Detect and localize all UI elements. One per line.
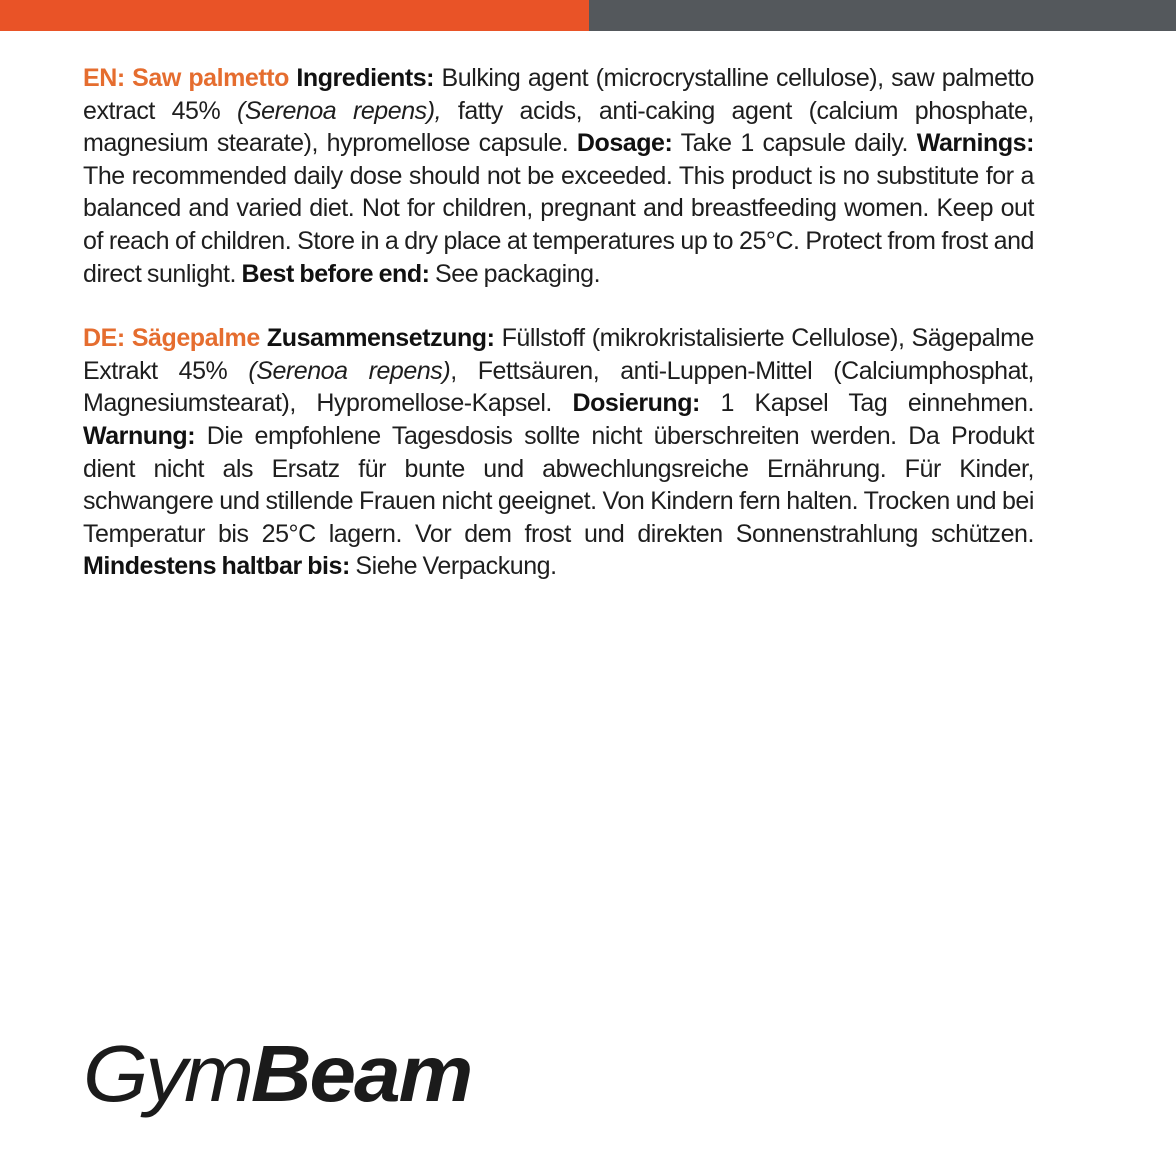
- top-color-bar: [0, 0, 1176, 31]
- haltbar-label: Mindestens haltbar bis:: [83, 552, 350, 581]
- german-paragraph: [83, 322, 1034, 583]
- dosierung-label: Dosierung:: [572, 389, 700, 418]
- dosierung-text: 1 Kapsel Tag einnehmen.: [699, 389, 1035, 418]
- warnings-label: Warnings:: [916, 129, 1034, 158]
- species-name: (Serenoa repens),: [237, 96, 442, 125]
- gymbeam-logo: [83, 1024, 471, 1124]
- warnings-text: The recommended daily dose should not be exceeded. This product is no substitute for a balanced and varied diet. Not for children, pregnant and breastfeeding women. Keep out of reach of children. Store in a dry place at temperatures up to 25°C. Protect from frost and direct sunlight.: [83, 161, 1034, 288]
- zusammensetzung-label: Zusammensetzung:: [266, 324, 495, 353]
- best-before-label: Best before end:: [241, 259, 430, 288]
- warnung-text: Die empfohlene Tagesdosis sollte nicht überschreiten werden. Da Produkt dient nicht als Ersatz für bunte und abwechlungsreiche Ernährung. Für Kinder, schwangere und stillende Frauen nicht geeignet. Von Kindern fern halten. Trocken und bei Temperatur bis 25°C lagern. Vor dem frost und direkten Sonnenstrahlung schützen.: [83, 421, 1034, 548]
- label-text-block: [83, 62, 1034, 583]
- dosage-text: Take 1 capsule daily.: [672, 129, 917, 158]
- ingredients-text-part-2: fatty acids, anti-caking agent (calcium phosphate, magnesium stearate), hypromellose capsule.: [83, 96, 1034, 158]
- ingredients-label: Ingredients:: [296, 64, 435, 92]
- top-bar-orange-segment: [0, 0, 589, 31]
- english-language-heading: EN: Saw palmetto: [83, 64, 289, 92]
- ingredients-text-part-1: Bulking agent (microcrystalline cellulose), saw palmetto extract 45%: [83, 64, 1034, 125]
- haltbar-text: Siehe Verpackung.: [349, 552, 557, 581]
- english-paragraph: [83, 62, 1034, 290]
- species-name-de: (Serenoa repens): [248, 356, 451, 385]
- logo-beam-text: Beam: [250, 1029, 472, 1118]
- top-bar-gray-segment: [589, 0, 1176, 31]
- zusammensetzung-text-part-1: Füllstoff (mikrokristalisierte Cellulose), Sägepalme Extrakt 45%: [83, 324, 1034, 385]
- zusammensetzung-text-part-2: , Fettsäuren, anti-Luppen-Mittel (Calciumphosphat, Magnesiumstearat), Hypromellose-Kapsel.: [83, 356, 1035, 418]
- logo-gym-text: Gym: [83, 1029, 251, 1118]
- best-before-text: See packaging.: [429, 259, 601, 288]
- dosage-label: Dosage:: [576, 129, 673, 158]
- german-language-heading: DE: Sägepalme: [83, 324, 260, 353]
- warnung-label: Warnung:: [83, 421, 196, 450]
